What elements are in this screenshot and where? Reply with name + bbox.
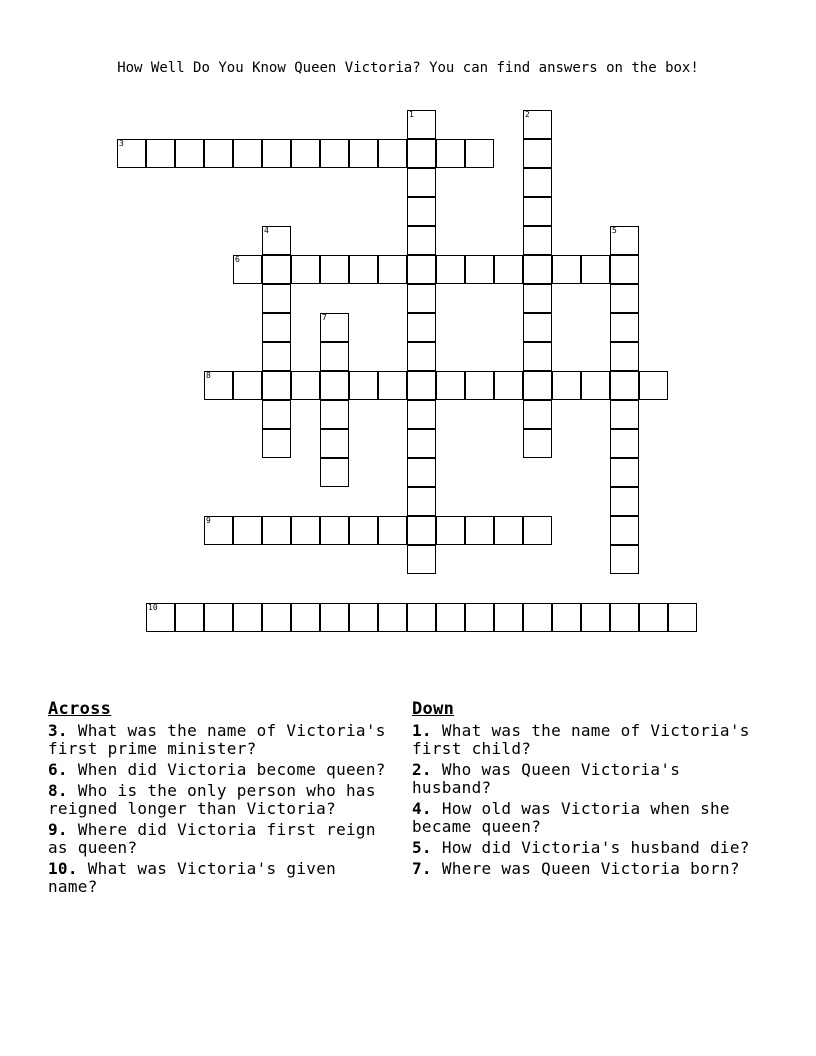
grid-cell[interactable]: [436, 603, 465, 632]
grid-cell[interactable]: [523, 197, 552, 226]
clue-number: 8.: [48, 781, 68, 800]
grid-cell[interactable]: [320, 342, 349, 371]
grid-cell[interactable]: [552, 603, 581, 632]
clue-text: What was Victoria's given name?: [48, 859, 337, 896]
grid-cell[interactable]: [233, 139, 262, 168]
grid-cell[interactable]: [262, 226, 291, 255]
grid-cell[interactable]: [523, 429, 552, 458]
cell-number: 10: [148, 603, 158, 612]
grid-cell[interactable]: [407, 342, 436, 371]
clue-number: 4.: [412, 799, 432, 818]
grid-cell[interactable]: [523, 110, 552, 139]
grid-cell[interactable]: [610, 487, 639, 516]
grid-cell[interactable]: [407, 197, 436, 226]
grid-cell[interactable]: [581, 255, 610, 284]
grid-cell[interactable]: [262, 313, 291, 342]
grid-cell[interactable]: [494, 516, 523, 545]
grid-cell[interactable]: [262, 139, 291, 168]
grid-cell[interactable]: [349, 371, 378, 400]
grid-cell[interactable]: [349, 516, 378, 545]
grid-cell[interactable]: [407, 516, 436, 545]
grid-cell[interactable]: [407, 139, 436, 168]
clue-across-10: [48, 860, 388, 896]
clue-down-7: [412, 860, 752, 878]
grid-cell[interactable]: [494, 371, 523, 400]
clue-text: How old was Victoria when she became queen?: [412, 799, 730, 836]
grid-cell[interactable]: [610, 284, 639, 313]
grid-cell[interactable]: [233, 371, 262, 400]
grid-cell[interactable]: [407, 313, 436, 342]
grid-cell[interactable]: [581, 371, 610, 400]
grid-cell[interactable]: [407, 429, 436, 458]
clue-down-5: [412, 839, 752, 857]
grid-cell[interactable]: [291, 139, 320, 168]
grid-cell[interactable]: [320, 313, 349, 342]
grid-cell[interactable]: [407, 110, 436, 139]
grid-cell[interactable]: [465, 516, 494, 545]
clue-text: Where was Queen Victoria born?: [441, 859, 740, 878]
grid-cell[interactable]: [320, 603, 349, 632]
clue-text: When did Victoria become queen?: [77, 760, 386, 779]
grid-cell[interactable]: [320, 400, 349, 429]
grid-cell[interactable]: [378, 603, 407, 632]
grid-cell[interactable]: [494, 255, 523, 284]
grid-cell[interactable]: [581, 603, 610, 632]
grid-cell[interactable]: [523, 139, 552, 168]
grid-cell[interactable]: [610, 516, 639, 545]
clue-text: What was the name of Victoria's first prime minister?: [48, 721, 386, 758]
grid-cell[interactable]: [291, 516, 320, 545]
clue-text: Who was Queen Victoria's husband?: [412, 760, 681, 797]
grid-cell[interactable]: [378, 371, 407, 400]
grid-cell[interactable]: [668, 603, 697, 632]
grid-cell[interactable]: [233, 516, 262, 545]
grid-cell[interactable]: [610, 255, 639, 284]
clue-number: 9.: [48, 820, 68, 839]
grid-cell[interactable]: [407, 458, 436, 487]
cell-number: 7: [322, 313, 327, 322]
grid-cell[interactable]: [610, 313, 639, 342]
grid-cell[interactable]: [233, 255, 262, 284]
grid-cell[interactable]: [349, 139, 378, 168]
grid-cell[interactable]: [204, 516, 233, 545]
grid-cell[interactable]: [436, 255, 465, 284]
grid-cell[interactable]: [320, 371, 349, 400]
grid-cell[interactable]: [523, 226, 552, 255]
grid-cell[interactable]: [465, 603, 494, 632]
cell-number: 4: [264, 226, 269, 235]
grid-cell[interactable]: [233, 603, 262, 632]
cell-number: 5: [612, 226, 617, 235]
clue-text: How did Victoria's husband die?: [441, 838, 750, 857]
grid-cell[interactable]: [465, 371, 494, 400]
clue-number: 5.: [412, 838, 432, 857]
grid-cell[interactable]: [436, 516, 465, 545]
grid-cell[interactable]: [204, 371, 233, 400]
grid-cell[interactable]: [262, 603, 291, 632]
down-clues: [412, 700, 752, 881]
grid-cell[interactable]: [407, 603, 436, 632]
grid-cell[interactable]: [378, 255, 407, 284]
cell-number: 9: [206, 516, 211, 525]
clue-across-8: [48, 782, 388, 818]
grid-cell[interactable]: [146, 603, 175, 632]
grid-cell[interactable]: [146, 139, 175, 168]
clue-across-6: [48, 761, 388, 779]
grid-cell[interactable]: [407, 284, 436, 313]
grid-cell[interactable]: [610, 400, 639, 429]
grid-cell[interactable]: [262, 429, 291, 458]
grid-cell[interactable]: [465, 139, 494, 168]
grid-cell[interactable]: [349, 603, 378, 632]
grid-cell[interactable]: [262, 516, 291, 545]
grid-cell[interactable]: [610, 458, 639, 487]
grid-cell[interactable]: [610, 371, 639, 400]
cell-number: 3: [119, 139, 124, 148]
clue-number: 7.: [412, 859, 432, 878]
grid-cell[interactable]: [378, 139, 407, 168]
grid-cell[interactable]: [175, 603, 204, 632]
grid-cell[interactable]: [436, 139, 465, 168]
across-heading: Across: [48, 699, 112, 719]
clue-across-3: [48, 722, 388, 758]
grid-cell[interactable]: [291, 603, 320, 632]
grid-cell[interactable]: [378, 516, 407, 545]
grid-cell[interactable]: [610, 342, 639, 371]
cell-number: 8: [206, 371, 211, 380]
grid-cell[interactable]: [320, 516, 349, 545]
grid-cell[interactable]: [204, 139, 233, 168]
clue-text: What was the name of Victoria's first child?: [412, 721, 750, 758]
grid-cell[interactable]: [523, 313, 552, 342]
grid-cell[interactable]: [494, 603, 523, 632]
clue-down-1: [412, 722, 752, 758]
clue-text: Where did Victoria first reign as queen?: [48, 820, 376, 857]
grid-cell[interactable]: [262, 400, 291, 429]
grid-cell[interactable]: [523, 168, 552, 197]
grid-cell[interactable]: [204, 603, 233, 632]
grid-cell[interactable]: [349, 255, 378, 284]
grid-cell[interactable]: [407, 255, 436, 284]
cell-number: 2: [525, 110, 530, 119]
grid-cell[interactable]: [523, 342, 552, 371]
clue-number: 10.: [48, 859, 78, 878]
grid-cell[interactable]: [523, 255, 552, 284]
grid-cell[interactable]: [552, 255, 581, 284]
grid-cell[interactable]: [262, 342, 291, 371]
grid-cell[interactable]: [465, 255, 494, 284]
cell-number: 1: [409, 110, 414, 119]
clue-number: 6.: [48, 760, 68, 779]
grid-cell[interactable]: [523, 284, 552, 313]
puzzle-title: How Well Do You Know Queen Victoria? You can find answers on the box!: [117, 60, 699, 76]
down-heading: Down: [412, 699, 455, 719]
grid-cell[interactable]: [117, 139, 146, 168]
grid-cell[interactable]: [523, 371, 552, 400]
clue-number: 2.: [412, 760, 432, 779]
grid-cell[interactable]: [523, 603, 552, 632]
grid-cell[interactable]: [407, 487, 436, 516]
grid-cell[interactable]: [407, 400, 436, 429]
grid-cell[interactable]: [639, 603, 668, 632]
grid-cell[interactable]: [523, 516, 552, 545]
grid-cell[interactable]: [610, 429, 639, 458]
clue-number: 3.: [48, 721, 68, 740]
grid-cell[interactable]: [320, 458, 349, 487]
clue-text: Who is the only person who has reigned longer than Victoria?: [48, 781, 376, 818]
grid-cell[interactable]: [552, 371, 581, 400]
grid-cell[interactable]: [291, 371, 320, 400]
grid-cell[interactable]: [407, 545, 436, 574]
grid-cell[interactable]: [175, 139, 204, 168]
clue-number: 1.: [412, 721, 432, 740]
grid-cell[interactable]: [407, 371, 436, 400]
grid-cell[interactable]: [320, 139, 349, 168]
grid-cell[interactable]: [262, 284, 291, 313]
grid-cell[interactable]: [291, 255, 320, 284]
grid-cell[interactable]: [523, 400, 552, 429]
grid-cell[interactable]: [407, 226, 436, 255]
grid-cell[interactable]: [320, 429, 349, 458]
across-clues: [48, 700, 388, 899]
grid-cell[interactable]: [262, 371, 291, 400]
cell-number: 6: [235, 255, 240, 264]
grid-cell[interactable]: [610, 545, 639, 574]
grid-cell[interactable]: [320, 255, 349, 284]
clue-down-2: [412, 761, 752, 797]
grid-cell[interactable]: [407, 168, 436, 197]
grid-cell[interactable]: [262, 255, 291, 284]
grid-cell[interactable]: [610, 603, 639, 632]
grid-cell[interactable]: [639, 371, 668, 400]
grid-cell[interactable]: [610, 226, 639, 255]
clue-down-4: [412, 800, 752, 836]
grid-cell[interactable]: [436, 371, 465, 400]
clue-across-9: [48, 821, 388, 857]
